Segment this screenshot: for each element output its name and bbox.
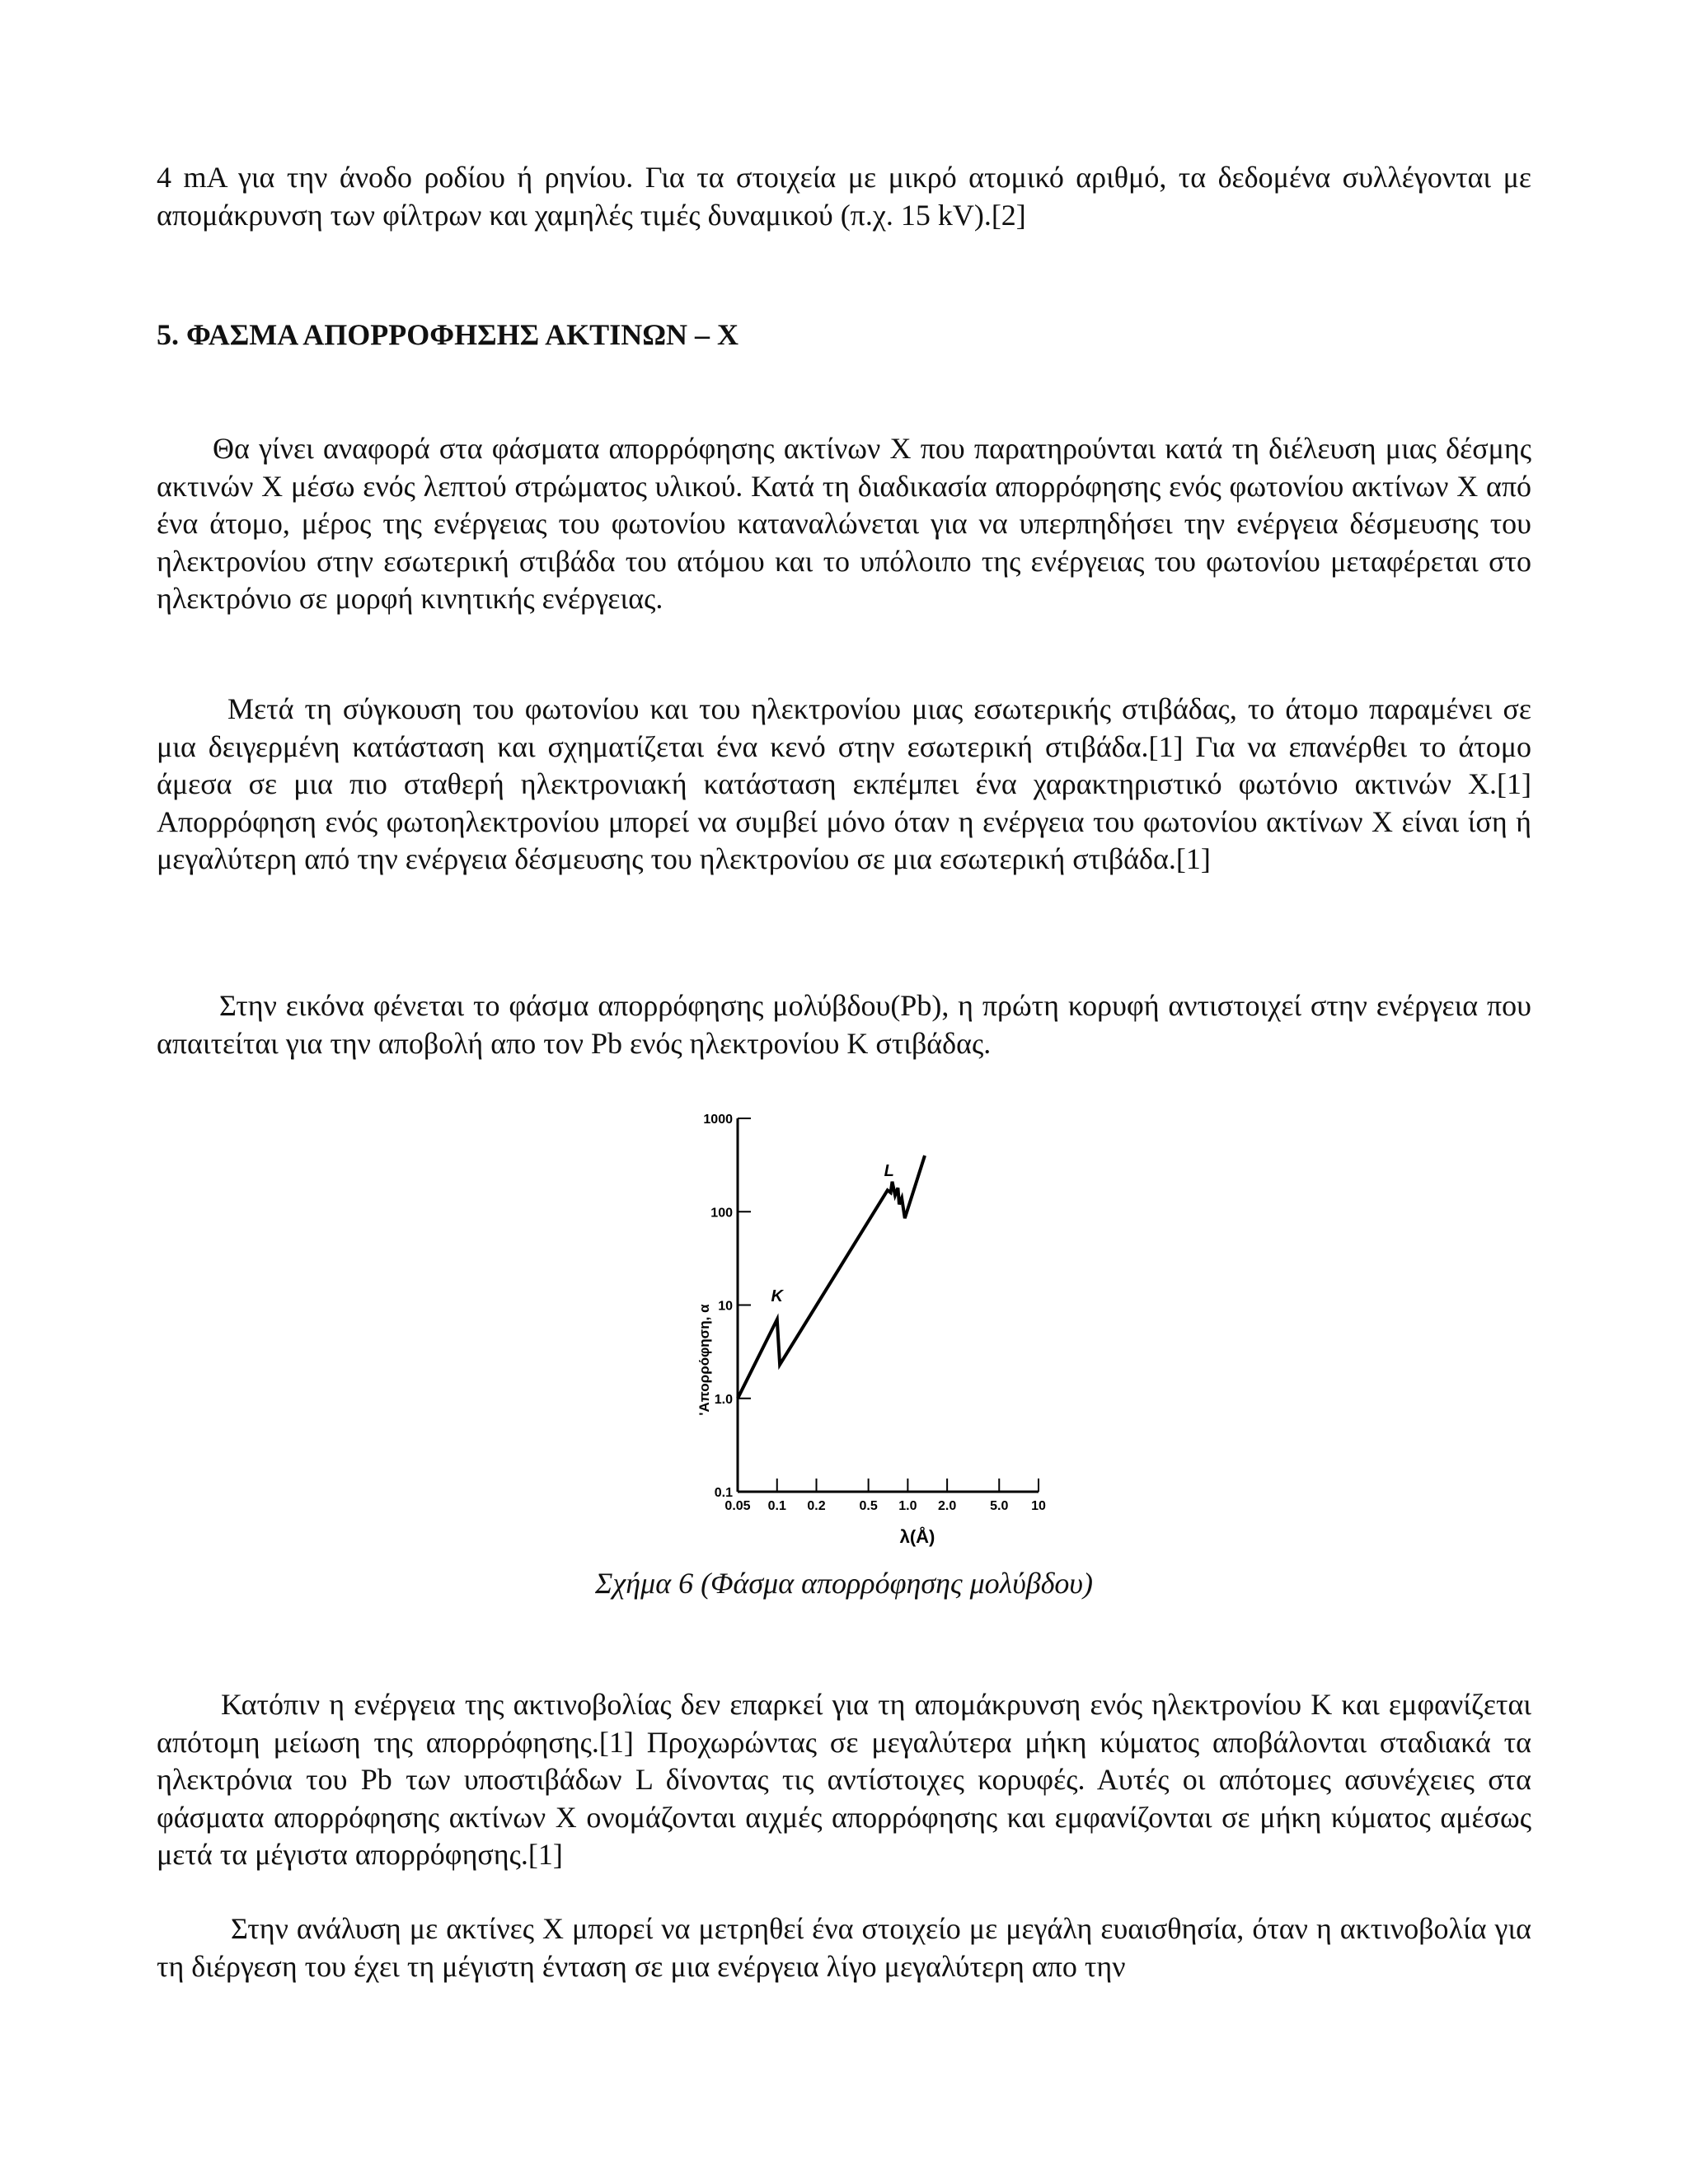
y-tick-label: 100 bbox=[710, 1206, 733, 1221]
absorption-spectrum-chart bbox=[684, 1108, 1055, 1562]
figure-caption: Σχήμα 6 (Φάσμα απορρόφησης μολύβδου) bbox=[595, 1567, 1093, 1600]
y-tick-label: 10 bbox=[718, 1299, 733, 1314]
x-tick-label: 5.0 bbox=[990, 1499, 1009, 1513]
paragraph-absorption: Θα γίνει αναφορά στα φάσματα απορρόφησης ακτίνων Χ που παρατηρούνται κατά τη διέλευση μιας δέσμης ακτινών Χ μέσω ενός λεπτού στρώματος υλικού. Κατά τη διαδικασία απορρόφησης ενός φωτονίου ακτίνων Χ από ένα άτομο, μέρος της ενέργειας του φωτονίου καταναλώνεται για να υπερπηδήσει την ενέργεια δέσμευσης του ηλεκτρονίου στην εσωτερική στιβάδα του ατόμου και το υπόλοιπο της ενέργειας του φωτονίου μεταφέρεται στο ηλεκτρόνιο σε μορφή κινητικής ενέργειας. bbox=[157, 432, 1531, 615]
section-heading: 5. ΦΑΣΜΑ ΑΠΟΡΡΟΦΗΣΗΣ ΑΚΤΙΝΩΝ – Χ bbox=[157, 318, 739, 351]
edge-label-k: K bbox=[771, 1286, 783, 1305]
paragraph-intro: 4 mA για την άνοδο ροδίου ή ρηνίου. Για τα στοιχεία με μικρό ατομικό αριθμό, τα δεδομένα συλλέγονται με απομάκρυνση των φίλτρων και χαμηλές τιμές δυναμικού (π.χ. 15 kV).[2] bbox=[157, 161, 1531, 232]
y-tick-label: 1000 bbox=[703, 1113, 733, 1127]
x-tick-label: 0.2 bbox=[807, 1499, 826, 1513]
y-tick-label: 0.1 bbox=[714, 1486, 733, 1500]
chart-series bbox=[738, 1155, 925, 1399]
paragraph-collision: Μετά τη σύγκουση του φωτονίου και του ηλεκτρονίου μιας εσωτερικής στιβάδας, το άτομο παραμένει σε μια δειγερμένη κατάσταση και σχηματίζεται ένα κενό στην εσωτερική στιβάδα.[1] Για να επανέρθει το άτομο άμεσα σε μια πιο σταθερή ηλεκτρονιακή κατάσταση εκπέμπει ένα χαρακτηριστικό φωτόνιο ακτινών Χ.[1] Απορρόφηση ενός φωτοηλεκτρονίου μπορεί να συμβεί μόνο όταν η ενέργεια του φωτονίου ακτίνων Χ είναι ίση ή μεγαλύτερη από την ενέργεια δέσμευσης του ηλεκτρονίου σε μια εσωτερική στιβάδα.[1] bbox=[157, 692, 1531, 875]
y-axis-label: 'Απορρόφηση, α bbox=[696, 1304, 712, 1416]
x-tick-label: 0.5 bbox=[859, 1499, 878, 1513]
x-axis-label: λ(Å) bbox=[899, 1526, 935, 1547]
paragraph-figure-intro: Στην εικόνα φένεται το φάσμα απορρόφησης μολύβδου(Pb), η πρώτη κορυφή αντιστοιχεί στην ενέργεια που απαιτείται για την αποβολή απο τον Pb ενός ηλεκτρονίου Κ στιβάδας. bbox=[157, 989, 1531, 1060]
absorption-series-line bbox=[738, 1155, 925, 1399]
x-tick-label: 2.0 bbox=[938, 1499, 957, 1513]
y-tick-label: 1.0 bbox=[714, 1392, 733, 1407]
x-tick-label: 0.1 bbox=[767, 1499, 786, 1513]
paragraph-sensitivity: Στην ανάλυση με ακτίνες Χ μπορεί να μετρηθεί ένα στοιχείο με μεγάλη ευαισθησία, όταν η ακτινοβολία για τη διέργεση του έχει τη μέγιστη ένταση σε μια ενέργεια λίγο μεγαλύτερη απο την bbox=[157, 1912, 1531, 1983]
paragraph-edges: Κατόπιν η ενέργεια της ακτινοβολίας δεν επαρκεί για τη απομάκρυνση ενός ηλεκτρονίου Κ και εμφανίζεται απότομη μείωση της απορρόφησης.[1] Προχωρώντας σε μεγαλύτερα μήκη κύματος αποβάλονται σταδιακά τα ηλεκτρόνια του Pb των υποστιβάδων L δίνοντας τις αντίστοιχες κορυφές. Αυτές οι απότομες ασυνέχειες στα φάσματα απορρόφησης ακτίνων Χ ονομάζονται αιχμές απορρόφησης και εμφανίζονται σε μήκη κύματος αμέσως μετά τα μέγιστα απορρόφησης.[1] bbox=[157, 1688, 1531, 1871]
x-tick-label: 0.05 bbox=[724, 1499, 751, 1513]
edge-label-l: L bbox=[884, 1162, 894, 1181]
x-tick-label: 10 bbox=[1031, 1499, 1046, 1513]
chart-ticks bbox=[703, 1113, 1046, 1513]
chart-annotations bbox=[771, 1162, 894, 1305]
x-tick-label: 1.0 bbox=[898, 1499, 917, 1513]
